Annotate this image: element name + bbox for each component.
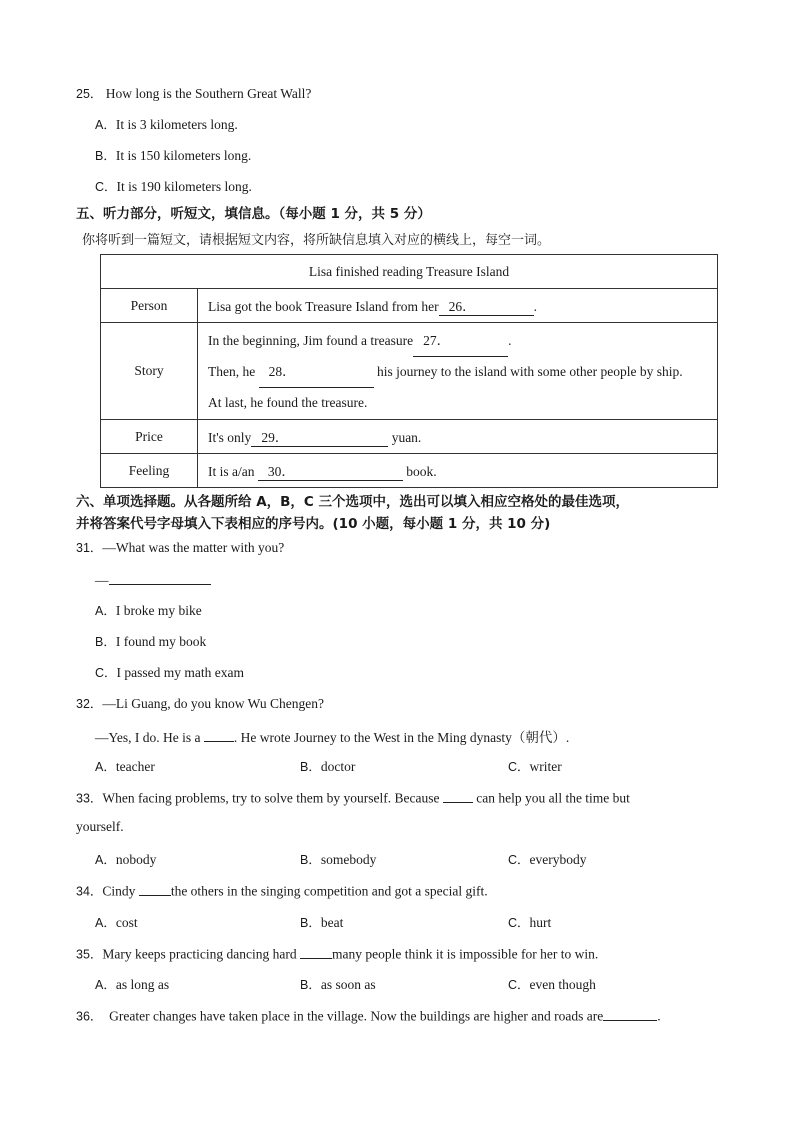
answer-blank[interactable] xyxy=(603,1006,657,1021)
question-number: 35 xyxy=(76,947,90,962)
question-31: 31．—What was the matter with you? xyxy=(76,540,285,555)
feeling-row xyxy=(198,454,718,488)
answer-blank[interactable] xyxy=(300,944,332,959)
person-label: Person xyxy=(101,289,198,323)
story-cell: In the beginning, Jim found a treasure 27． . Then, he 28． his journey to the island with some other people by ship. At last, he found the treasure. xyxy=(198,323,718,420)
question-text: —Li Guang, do you know Wu Chengen? xyxy=(102,696,324,711)
question-33-line-2: yourself. xyxy=(76,819,124,834)
blank-number: 27． xyxy=(423,332,451,348)
section-6-title-line-2: 并将答案代号字母填入下表相应的序号内。(10 小题，每小题 1 分，共 10 分) xyxy=(76,516,551,532)
question-33: 33．When facing problems, try to solve them by yourself. Because can help you all the time but xyxy=(76,788,630,807)
question-number: 33 xyxy=(76,791,90,806)
price-post: yuan. xyxy=(391,430,422,445)
option-text: I passed my math exam xyxy=(116,665,245,680)
option-letter: A xyxy=(95,978,104,992)
option-b[interactable]: B．somebody xyxy=(300,852,377,867)
table-header: Lisa finished reading Treasure Island xyxy=(101,255,718,289)
option-text: It is 150 kilometers long. xyxy=(115,148,252,163)
option-text: I found my book xyxy=(115,634,207,649)
option-text: It is 3 kilometers long. xyxy=(115,117,238,132)
question-32-line-2 xyxy=(95,726,569,746)
option-letter: B xyxy=(300,760,309,774)
story-line-3: At last, he found the treasure. xyxy=(208,394,368,410)
answer-blank[interactable] xyxy=(139,881,171,896)
person-text: Lisa got the book Treasure Island from her xyxy=(208,299,439,314)
option-a[interactable]: A．nobody xyxy=(95,852,157,867)
blank-27[interactable] xyxy=(413,325,508,357)
option-letter: B xyxy=(95,149,104,163)
option-letter: A xyxy=(95,760,104,774)
option-text: cost xyxy=(115,915,138,930)
option-text: as soon as xyxy=(320,977,376,992)
option-text: even though xyxy=(529,977,596,992)
blank-number: 30． xyxy=(267,464,295,479)
option-a[interactable]: A．as long as xyxy=(95,977,170,992)
option-text: I broke my bike xyxy=(115,603,202,618)
story-line-1: In the beginning, Jim found a treasure xyxy=(208,332,414,348)
section-5-instruction: 你将听到一篇短文，请根据短文内容，将所缺信息填入对应的横线上，每空一词。 xyxy=(82,233,551,248)
option-letter: C xyxy=(508,916,518,930)
blank-26[interactable] xyxy=(439,295,534,316)
option-letter: B xyxy=(95,635,104,649)
feeling-post: book. xyxy=(406,464,437,479)
answer-dash: — xyxy=(95,572,109,588)
option-c[interactable]: C．I passed my math exam xyxy=(95,665,245,680)
blank-number: 26． xyxy=(448,299,476,314)
question-post: . xyxy=(657,1008,661,1024)
question-34: 34．Cindy the others in the singing competition and got a special gift. xyxy=(76,881,488,900)
price-row xyxy=(198,420,718,454)
price-label: Price xyxy=(101,420,198,454)
blank-29[interactable] xyxy=(251,426,388,447)
option-letter: C xyxy=(508,760,518,774)
option-c[interactable]: C．writer xyxy=(508,759,562,774)
question-35: 35．Mary keeps practicing dancing hard many people think it is impossible for her to win. xyxy=(76,944,598,963)
option-letter: C xyxy=(508,853,518,867)
option-text: doctor xyxy=(320,759,356,774)
answer-line-31[interactable] xyxy=(95,570,211,589)
line-pre: —Yes, I do. He is a xyxy=(95,730,201,745)
option-a[interactable]: A．I broke my bike xyxy=(95,603,202,618)
option-letter: C xyxy=(95,666,105,680)
option-text: writer xyxy=(529,759,562,774)
question-pre: Cindy xyxy=(102,883,136,899)
answer-blank[interactable] xyxy=(109,570,211,585)
option-b[interactable]: B．It is 150 kilometers long. xyxy=(95,148,252,163)
question-post: can help you all the time but xyxy=(476,790,630,806)
option-text: somebody xyxy=(320,852,377,867)
question-36: 36． Greater changes have taken place in the village. Now the buildings are higher and roads are . xyxy=(76,1006,661,1025)
option-letter: A xyxy=(95,853,104,867)
person-row: Lisa got the book Treasure Island from her 26． . xyxy=(198,289,718,323)
option-text: nobody xyxy=(115,852,157,867)
feeling-pre: It is a/an xyxy=(208,464,255,479)
option-a[interactable]: A．cost xyxy=(95,915,138,930)
question-text: How long is the Southern Great Wall? xyxy=(105,86,312,101)
option-c[interactable]: C．even though xyxy=(508,977,596,992)
option-letter: A xyxy=(95,604,104,618)
price-pre: It's only xyxy=(208,430,252,445)
question-number: 36 xyxy=(76,1009,90,1024)
blank-28[interactable] xyxy=(259,356,374,388)
section-5-title: 五、听力部分，听短文，填信息。（每小题 1 分，共 5 分） xyxy=(76,206,431,222)
story-label: Story xyxy=(101,323,198,420)
info-table xyxy=(100,254,718,488)
option-c[interactable]: C．hurt xyxy=(508,915,552,930)
option-letter: B xyxy=(300,916,309,930)
option-letter: B xyxy=(300,978,309,992)
option-text: It is 190 kilometers long. xyxy=(116,179,252,194)
option-a[interactable]: A．teacher xyxy=(95,759,155,774)
blank-30[interactable] xyxy=(258,460,403,481)
answer-blank[interactable] xyxy=(204,728,234,743)
question-post: many people think it is impossible for her to win. xyxy=(331,946,599,962)
question-number: 32 xyxy=(76,697,90,711)
option-text: teacher xyxy=(115,759,155,774)
option-letter: B xyxy=(300,853,309,867)
line-post: . He wrote Journey to the West in the Ming dynasty（朝代）. xyxy=(233,730,570,745)
question-number: 34 xyxy=(76,884,90,899)
question-number: 25 xyxy=(76,87,90,101)
blank-number: 28． xyxy=(268,363,296,379)
question-number: 31 xyxy=(76,541,90,555)
story-line-2-post: his journey to the island with some other people by ship. xyxy=(376,363,683,379)
option-letter: A xyxy=(95,118,104,132)
blank-number: 29． xyxy=(261,430,289,445)
option-letter: C xyxy=(95,180,105,194)
option-b[interactable]: B．doctor xyxy=(300,759,356,774)
option-text: as long as xyxy=(115,977,170,992)
question-post: the others in the singing competition and got a special gift. xyxy=(170,883,488,899)
option-letter: C xyxy=(508,978,518,992)
option-text: hurt xyxy=(529,915,552,930)
question-text: —What was the matter with you? xyxy=(102,540,285,555)
option-c[interactable]: C．everybody xyxy=(508,852,587,867)
section-6-title-line-1: 六、单项选择题。从各题所给 A，B，C 三个选项中，选出可以填入相应空格处的最佳选项， xyxy=(76,494,630,510)
option-b[interactable]: B．I found my book xyxy=(95,634,207,649)
option-b[interactable]: B．as soon as xyxy=(300,977,376,992)
question-pre: Mary keeps practicing dancing hard xyxy=(102,946,297,962)
question-25: 25． How long is the Southern Great Wall? xyxy=(76,86,312,101)
story-line-2-pre: Then, he xyxy=(208,363,256,379)
option-c[interactable]: C．It is 190 kilometers long. xyxy=(95,179,252,194)
option-b[interactable]: B．beat xyxy=(300,915,344,930)
option-a[interactable]: A．It is 3 kilometers long. xyxy=(95,117,238,132)
feeling-label: Feeling xyxy=(101,454,198,488)
question-pre: Greater changes have taken place in the village. Now the buildings are higher and roads are xyxy=(109,1008,604,1024)
option-letter: A xyxy=(95,916,104,930)
question-pre: When facing problems, try to solve them by yourself. Because xyxy=(102,790,440,806)
question-32: 32．—Li Guang, do you know Wu Chengen? xyxy=(76,696,324,711)
answer-blank[interactable] xyxy=(443,788,473,803)
option-text: everybody xyxy=(529,852,587,867)
option-text: beat xyxy=(320,915,344,930)
